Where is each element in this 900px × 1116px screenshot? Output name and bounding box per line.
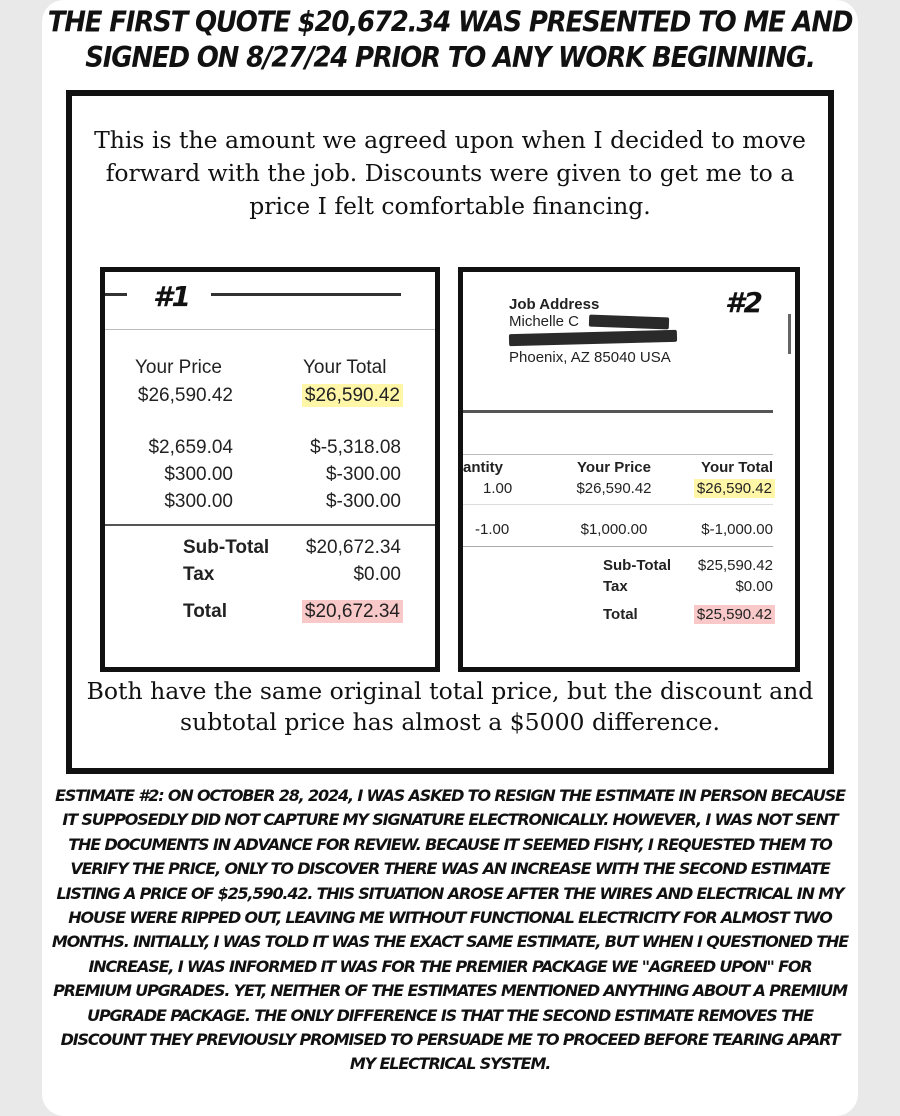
divider bbox=[211, 293, 401, 296]
tax-label: Tax bbox=[603, 578, 628, 595]
subtotal-value: $25,590.42 bbox=[697, 557, 773, 574]
row-2-price: $1,000.00 bbox=[580, 521, 648, 538]
row-2-total: $-1,000.00 bbox=[701, 521, 773, 538]
redaction-mark bbox=[509, 330, 677, 346]
row-1-total: $26,590.42 bbox=[694, 479, 775, 498]
divider bbox=[463, 504, 773, 505]
document-page bbox=[42, 0, 858, 1116]
row-1-total: $26,590.42 bbox=[302, 384, 403, 407]
row-3-price: $300.00 bbox=[164, 464, 233, 485]
row-4-price: $300.00 bbox=[164, 491, 233, 512]
header-your-total: Your Total bbox=[701, 459, 773, 476]
row-3-total: $-300.00 bbox=[325, 464, 401, 485]
row-2-qty: -1.00 bbox=[475, 521, 510, 538]
divider bbox=[463, 454, 773, 455]
outro-text: Both have the same original total price, but the discount and subtotal price has almost a $5000 difference. bbox=[86, 677, 814, 736]
row-2-price: $2,659.04 bbox=[148, 437, 233, 458]
tax-value: $0.00 bbox=[353, 564, 401, 585]
estimate-2-tag: #2 bbox=[725, 286, 762, 319]
divider bbox=[105, 293, 127, 296]
row-1-price: $26,590.42 bbox=[137, 385, 233, 406]
header-your-total: Your Total bbox=[303, 357, 387, 378]
subtotal-value: $20,672.34 bbox=[305, 537, 401, 558]
total-value: $25,590.42 bbox=[694, 605, 775, 624]
divider bbox=[105, 329, 440, 330]
divider bbox=[105, 524, 440, 526]
estimate-2-panel bbox=[458, 267, 800, 672]
header-your-price: Your Price bbox=[577, 459, 651, 476]
row-4-total: $-300.00 bbox=[325, 491, 401, 512]
total-label: Total bbox=[603, 606, 638, 623]
header-quantity: antity bbox=[463, 459, 504, 476]
tax-value: $0.00 bbox=[735, 578, 773, 595]
estimate-1-tag: #1 bbox=[153, 280, 190, 313]
divider bbox=[463, 546, 773, 547]
redaction-mark bbox=[589, 315, 669, 330]
row-1-qty: 1.00 bbox=[483, 480, 513, 497]
subtotal-label: Sub-Total bbox=[603, 557, 672, 574]
customer-name: Michelle C bbox=[509, 313, 580, 330]
estimate-2-explanation: ESTIMATE #2: ON OCTOBER 28, 2024, I WAS ASKED TO RESIGN THE ESTIMATE IN PERSON BECAUSE IT SUPPOSEDLY DID NOT CAPTURE MY SIGNATURE ELECTRONICALLY. HOWEVER, I WAS NOT SENT THE DOCUMENTS IN ADVANCE FOR REVIEW. BECAUSE IT SEEMED FISHY, I REQUESTED THEM TO VERIFY THE PRICE, ONLY TO DISCOVER THERE WAS AN INCREASE WITH THE SECOND ESTIMATE LISTING A PRICE OF $25,590.42. THIS SITUATION AROSE AFTER THE WIRES AND ELECTRICAL IN MY HOUSE WERE RIPPED OUT, LEAVING ME WITHOUT FUNCTIONAL ELECTRICITY FOR ALMOST TWO MONTHS. INITIALLY, I WAS TOLD IT WAS THE EXACT SAME ESTIMATE, BUT WHEN I QUESTIONED THE INCREASE, I WAS INFORMED IT WAS FOR THE PREMIER PACKAGE WE "AGREED UPON" FOR PREMIUM UPGRADES. YET, NEITHER OF THE ESTIMATES MENTIONED ANYTHING ABOUT A PREMIUM UPGRADE PACKAGE. THE ONLY DIFFERENCE IS THAT THE SECOND ESTIMATE REMOVES THE DISCOUNT THEY PREVIOUSLY PROMISED TO PERSUADE ME TO PROCEED BEFORE TEARING APART MY ELECTRICAL SYSTEM. bbox=[51, 786, 849, 1074]
subtotal-label: Sub-Total bbox=[183, 537, 270, 558]
comparison-frame bbox=[66, 90, 834, 774]
total-value: $20,672.34 bbox=[302, 600, 403, 623]
divider bbox=[463, 410, 773, 413]
estimate-1-panel bbox=[100, 267, 440, 672]
intro-text: This is the amount we agreed upon when I decided to move forward with the job. Discounts were given to get me to a price I felt comfortable financing. bbox=[94, 126, 806, 220]
total-label: Total bbox=[183, 601, 227, 622]
scrollbar bbox=[788, 314, 791, 354]
row-2-total: $-5,318.08 bbox=[310, 437, 401, 458]
row-1-price: $26,590.42 bbox=[576, 480, 652, 497]
tax-label: Tax bbox=[183, 564, 215, 585]
header-your-price: Your Price bbox=[135, 357, 222, 378]
job-address-label: Job Address bbox=[509, 296, 600, 313]
page-title: THE FIRST QUOTE $20,672.34 WAS PRESENTED TO ME AND SIGNED ON 8/27/24 PRIOR TO ANY WORK BEGINNING. bbox=[47, 6, 853, 75]
city-line: Phoenix, AZ 85040 USA bbox=[509, 349, 671, 366]
